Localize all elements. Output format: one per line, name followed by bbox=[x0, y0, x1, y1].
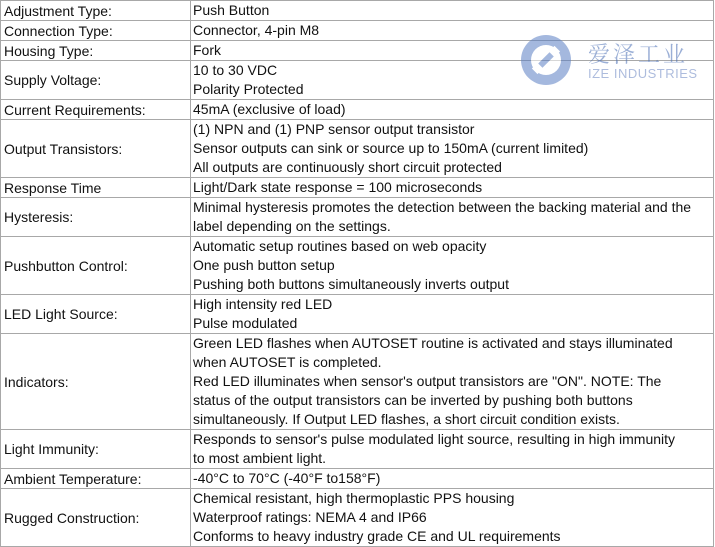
spec-row bbox=[1, 469, 714, 489]
spec-value-line: Waterproof ratings: NEMA 4 and IP66 bbox=[193, 509, 427, 525]
spec-row bbox=[1, 489, 714, 547]
spec-label-cell bbox=[1, 1, 191, 21]
spec-value-line: Green LED flashes when AUTOSET routine is activated and stays illuminated bbox=[193, 335, 673, 351]
spec-value-line: status of the output transistors can be inverted by pushing both buttons bbox=[193, 392, 633, 408]
spec-value-line: Sensor outputs can sink or source up to 150mA (current limited) bbox=[193, 140, 589, 156]
spec-value-line: High intensity red LED bbox=[193, 296, 333, 312]
spec-value-line: Light/Dark state response = 100 microseconds bbox=[193, 179, 483, 195]
spec-row bbox=[1, 178, 714, 198]
spec-row bbox=[1, 61, 714, 100]
spec-value-line: Push Button bbox=[193, 2, 270, 18]
spec-value-cell bbox=[191, 198, 714, 237]
spec-row bbox=[1, 237, 714, 295]
spec-value-line: -40°C to 70°C (-40°F to158°F) bbox=[193, 470, 381, 486]
spec-value-line: Chemical resistant, high thermoplastic PPS housing bbox=[193, 490, 515, 506]
spec-value-cell bbox=[191, 1, 714, 21]
spec-label: Supply Voltage: bbox=[4, 72, 102, 88]
spec-value-line: simultaneously. If Output LED flashes, a short circuit condition exists. bbox=[193, 411, 620, 427]
spec-row bbox=[1, 120, 714, 178]
spec-table-body bbox=[1, 1, 714, 547]
spec-value-cell bbox=[191, 469, 714, 489]
brand-name-cn: 爱泽工业 bbox=[588, 43, 689, 68]
spec-value-line: (1) NPN and (1) PNP sensor output transistor bbox=[193, 121, 475, 137]
spec-label: Connection Type: bbox=[4, 22, 113, 39]
spec-value-cell bbox=[191, 489, 714, 547]
spec-label-cell bbox=[1, 120, 191, 178]
spec-row bbox=[1, 430, 714, 469]
brand-name-en: IZE INDUSTRIES bbox=[588, 66, 698, 81]
spec-value-line: Pushing both buttons simultaneously inverts output bbox=[193, 276, 509, 292]
spec-value-cell bbox=[191, 100, 714, 120]
spec-label-cell bbox=[1, 178, 191, 198]
spec-value-line: Red LED illuminates when sensor's output transistors are "ON". NOTE: The bbox=[193, 373, 662, 389]
spec-row bbox=[1, 198, 714, 237]
spec-label-cell bbox=[1, 469, 191, 489]
spec-label-cell bbox=[1, 237, 191, 295]
spec-value-cell bbox=[191, 334, 714, 430]
spec-label-cell bbox=[1, 21, 191, 41]
spec-value-line: Fork bbox=[193, 42, 221, 58]
spec-row bbox=[1, 21, 714, 41]
spec-label: Response Time bbox=[4, 179, 102, 196]
spec-label: Pushbutton Control: bbox=[4, 257, 128, 274]
spec-row bbox=[1, 41, 714, 61]
spec-row bbox=[1, 334, 714, 430]
spec-value-cell bbox=[191, 120, 714, 178]
spec-label: Adjustment Type: bbox=[4, 2, 112, 19]
spec-label: Hysteresis: bbox=[4, 209, 74, 225]
spec-value-cell bbox=[191, 41, 714, 61]
spec-label-cell bbox=[1, 41, 191, 61]
spec-value-cell bbox=[191, 21, 714, 41]
spec-value-line: One push button setup bbox=[193, 257, 335, 273]
spec-label: Light Immunity: bbox=[4, 441, 99, 457]
spec-value-line: Connector, 4-pin M8 bbox=[193, 22, 320, 38]
spec-value-cell bbox=[191, 178, 714, 198]
spec-label: Housing Type: bbox=[4, 42, 94, 59]
spec-row bbox=[1, 295, 714, 334]
spec-label: Indicators: bbox=[4, 373, 69, 390]
spec-label: Current Requirements: bbox=[4, 101, 146, 118]
spec-label: Output Transistors: bbox=[4, 140, 123, 157]
spec-label-cell bbox=[1, 489, 191, 547]
spec-value-line: All outputs are continuously short circuit protected bbox=[193, 159, 502, 175]
spec-value-line: Minimal hysteresis promotes the detection between the backing material and the bbox=[193, 199, 692, 215]
spec-value-line: to most ambient light. bbox=[193, 450, 327, 466]
spec-value-line: 45mA (exclusive of load) bbox=[193, 101, 346, 117]
spec-row bbox=[1, 1, 714, 21]
spec-label-cell bbox=[1, 430, 191, 469]
spec-value-cell bbox=[191, 430, 714, 469]
spec-value-line: Pulse modulated bbox=[193, 315, 298, 331]
spec-value-cell bbox=[191, 295, 714, 334]
spec-label: Rugged Construction: bbox=[4, 509, 140, 526]
spec-label-cell bbox=[1, 61, 191, 100]
spec-value-cell bbox=[191, 237, 714, 295]
spec-label-cell bbox=[1, 334, 191, 430]
spec-value-line: Responds to sensor's pulse modulated light source, resulting in high immunity bbox=[193, 431, 676, 447]
spec-label: Ambient Temperature: bbox=[4, 470, 142, 487]
spec-label-cell bbox=[1, 295, 191, 334]
spec-value-line: Polarity Protected bbox=[193, 81, 304, 97]
spec-value-line: 10 to 30 VDC bbox=[193, 62, 278, 78]
spec-value-cell bbox=[191, 61, 714, 100]
spec-label-cell bbox=[1, 100, 191, 120]
spec-label-cell bbox=[1, 198, 191, 237]
spec-value-line: Automatic setup routines based on web opacity bbox=[193, 238, 487, 254]
spec-value-line: label depending on the settings. bbox=[193, 218, 391, 234]
spec-value-line: Conforms to heavy industry grade CE and UL requirements bbox=[193, 528, 561, 544]
spec-label: LED Light Source: bbox=[4, 306, 118, 322]
spec-row bbox=[1, 100, 714, 120]
spec-value-line: when AUTOSET is completed. bbox=[193, 354, 382, 370]
